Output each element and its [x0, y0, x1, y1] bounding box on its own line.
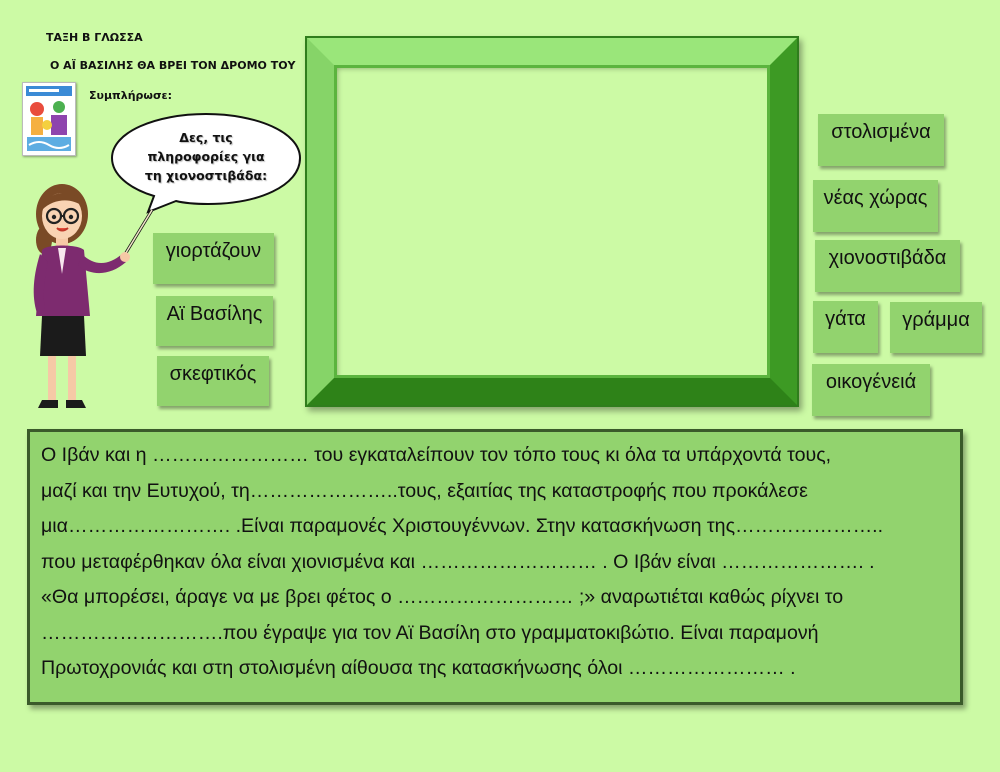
passage-line: που μεταφέρθηκαν όλα είναι χιονισμένα και ……………………… . Ο Ιβάν είναι …………………. .	[41, 550, 875, 573]
bubble-line: Δες, τις	[179, 130, 233, 145]
bubble-line: πληροφορίες για	[147, 149, 265, 164]
fill-in-passage	[27, 429, 963, 705]
word-tile[interactable]: γιορτάζουν	[153, 233, 274, 284]
passage-line: Ο Ιβάν και η …………………… του εγκαταλείπουν τον τόπο τους κι όλα τα υπάρχοντά τους,	[41, 444, 832, 466]
passage-line: μια……………………. .Είναι παραμονές Χριστουγέννων. Στην κατασκήνωση της…………………..	[41, 515, 884, 537]
word-tile[interactable]: Αϊ Βασίλης	[156, 296, 273, 346]
word-tile[interactable]: νέας χώρας	[813, 180, 938, 232]
word-tile[interactable]: γράμμα	[890, 302, 982, 353]
passage-line: «Θα μπορέσει, άραγε να με βρει φέτος ο ……………………… ;» αναρωτιέται καθώς ρίχνει το	[41, 586, 844, 608]
bubble-line: τη χιονοστιβάδα:	[144, 168, 268, 183]
word-tile[interactable]: σκεφτικός	[157, 356, 269, 406]
teacher-illustration	[28, 170, 156, 418]
class-label: ΤΑΞΗ Β ΓΛΩΣΣΑ	[46, 31, 143, 44]
picture-frame	[305, 36, 799, 407]
speech-bubble-text	[140, 128, 272, 185]
book-cover-image	[22, 82, 76, 156]
word-tile[interactable]: οικογένειά	[812, 364, 930, 416]
worksheet-title: Ο ΑΪ ΒΑΣΙΛΗΣ ΘΑ ΒΡΕΙ ΤΟΝ ΔΡΟΜΟ ΤΟΥ	[50, 59, 296, 72]
word-tile[interactable]: χιονοστιβάδα	[815, 240, 960, 292]
word-tile[interactable]: στολισμένα	[818, 114, 944, 166]
instruction-label: Συμπλήρωσε:	[89, 89, 173, 102]
passage-line: ……………………….που έγραψε για τον Αϊ Βασίλη στο γραμματοκιβώτιο. Είναι παραμονή	[41, 621, 819, 644]
passage-line: Πρωτοχρονιάς και στη στολισμένη αίθουσα της κατασκήνωσης όλοι …………………… .	[41, 657, 796, 679]
word-tile[interactable]: γάτα	[813, 301, 878, 353]
passage-line: μαζί και την Ευτυχού, τη…………………..τους, εξαιτίας της καταστροφής που προκάλεσε	[41, 479, 808, 502]
